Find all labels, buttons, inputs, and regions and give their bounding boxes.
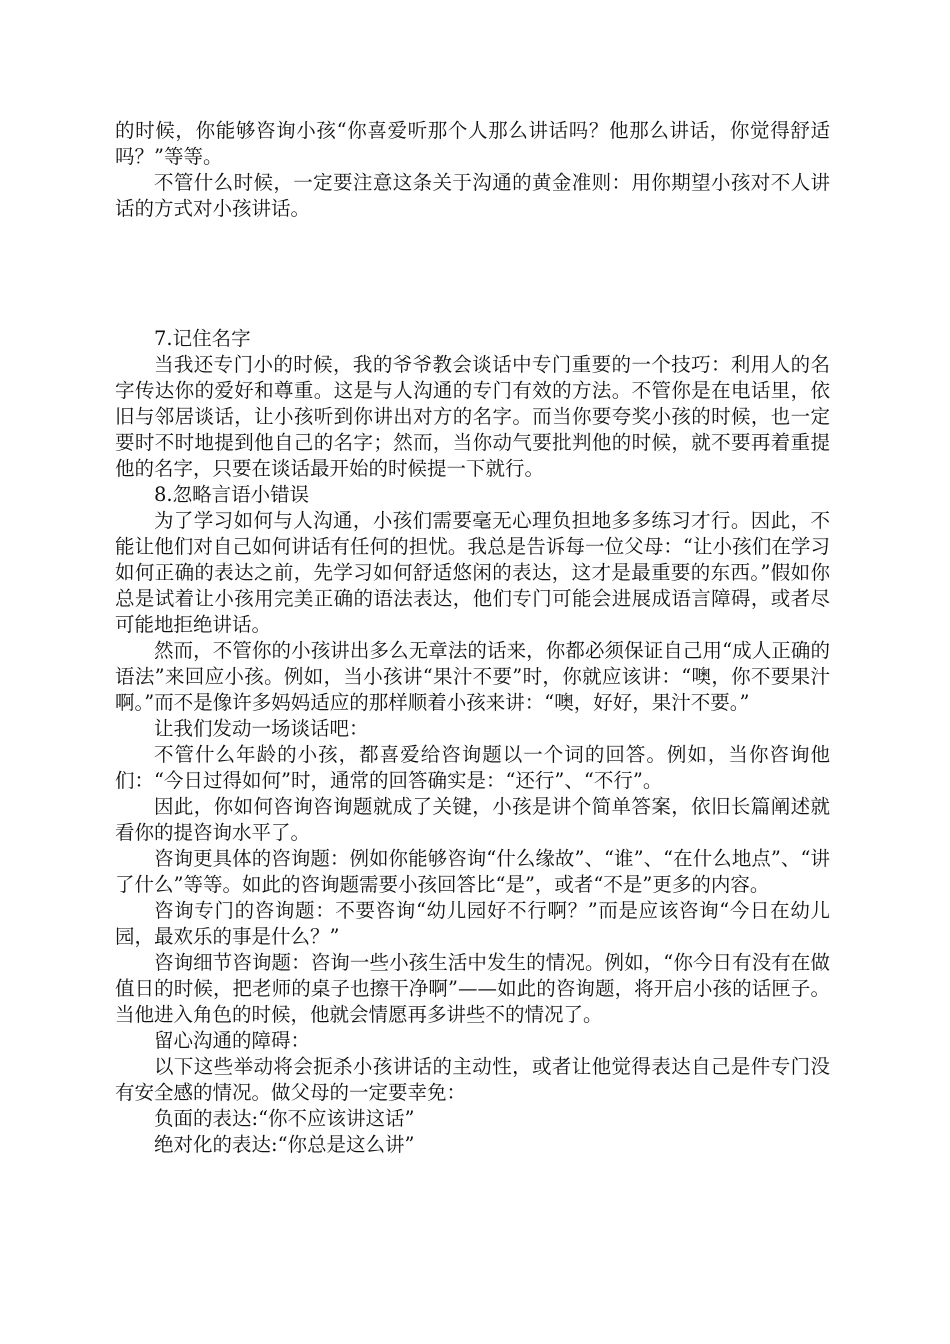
paragraph-continued: 的时候，你能够咨询小孩“你喜爱听那个人那么讲话吗？他那么讲话，你觉得舒适吗？”等等。 [115, 119, 830, 168]
paragraph: 留心沟通的障碍： [154, 1029, 311, 1052]
paragraph: 因此，你如何咨询咨询题就成了关键，小孩是讲个简单答案，依旧长篇阐述就看你的提咨询水平了。 [115, 795, 830, 844]
paragraph: 不管什么年龄的小孩，都喜爱给咨询题以一个词的回答。例如，当你咨询他们：“今日过得如何”时，通常的回答确实是：“还行”、“不行”。 [115, 743, 830, 792]
paragraph: 负面的表达:“你不应该讲这话” [154, 1107, 415, 1130]
paragraph: 绝对化的表达:“你总是这么讲” [154, 1133, 415, 1156]
paragraph: 让我们发动一场谈话吧： [154, 717, 369, 740]
paragraph: 咨询细节咨询题：咨询一些小孩生活中发生的情况。例如，“你今日有没有在做值日的时候，把老师的桌子也擦干净啊”——如此的咨询题，将开启小孩的话匣子。当他进入角色的时候，他就会情愿再多讲些不的情况了。 [115, 951, 830, 1026]
document-page [115, 118, 830, 1158]
paragraph: 咨询更具体的咨询题：例如你能够咨询“什么缘故”、“谁”、“在什么地点”、“讲了什么”等等。如此的咨询题需要小孩回答比“是”，或者“不是”更多的内容。 [115, 847, 830, 896]
section-heading-8: 8.忽略言语小错误 [154, 483, 310, 506]
paragraph: 以下这些举动将会扼杀小孩讲话的主动性，或者让他觉得表达自己是件专门没有安全感的情况。做父母的一定要幸免： [115, 1055, 830, 1104]
paragraph: 咨询专门的咨询题：不要咨询“幼儿园好不行啊？”而是应该咨询“今日在幼儿园，最欢乐的事是什么？” [115, 899, 830, 948]
paragraph-remember-names: 当我还专门小的时候，我的爷爷教会谈话中专门重要的一个技巧：利用人的名字传达你的爱好和尊重。这是与人沟通的专门有效的方法。不管你是在电话里，依旧与邻居谈话，让小孩听到你讲出对方的名字。而当你要夸奖小孩的时候，也一定要时不时地提到他自己的名字；然而，当你动气要批判他的时候，就不要再着重提他的名字，只要在谈话最开始的时候提一下就行。 [115, 353, 830, 480]
section-gap [115, 222, 830, 326]
paragraph-golden-rule: 不管什么时候，一定要注意这条关于沟通的黄金准则：用你期望小孩对不人讲话的方式对小孩讲话。 [115, 171, 830, 220]
paragraph: 然而，不管你的小孩讲出多么无章法的话来，你都必须保证自己用“成人正确的语法”来回应小孩。例如，当小孩讲“果汁不要”时，你就应该讲：“噢，你不要果汁啊。”而不是像许多妈妈适应的那样顺着小孩来讲：“噢，好好，果汁不要。” [115, 639, 830, 714]
paragraph: 为了学习如何与人沟通，小孩们需要毫无心理负担地多多练习才行。因此，不能让他们对自己如何讲话有任何的担忧。我总是告诉每一位父母：“让小孩们在学习如何正确的表达之前，先学习如何舒适悠闲的表达，这才是最重要的东西。”假如你总是试着让小孩用完美正确的语法表达，他们专门可能会进展成语言障碍，或者尽可能地拒绝讲话。 [115, 509, 830, 636]
section-heading-7: 7.记住名字 [154, 327, 251, 350]
